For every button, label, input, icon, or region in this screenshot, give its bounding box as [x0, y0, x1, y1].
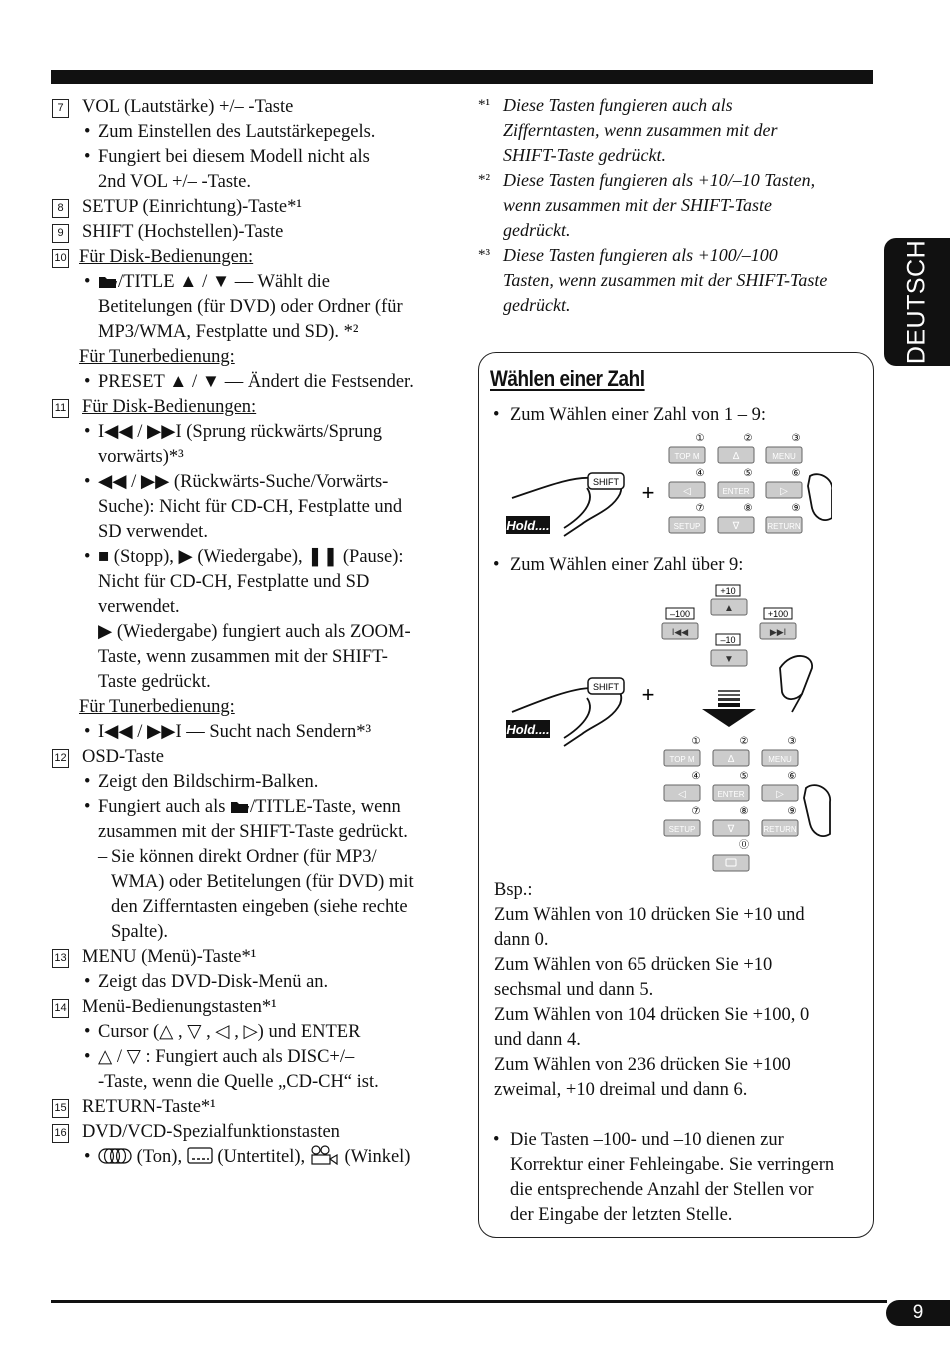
key-number: ③	[791, 433, 801, 444]
item-text: Sie können direkt Ordner (für MP3/	[111, 847, 377, 867]
footnote-marker: *³	[478, 247, 490, 263]
item-number: 15	[52, 1099, 69, 1118]
list-item	[52, 920, 452, 945]
item-text: Suche): Nicht für CD-CH, Festplatte und	[98, 497, 403, 517]
item-text: -Taste, wenn die Quelle „CD-CH“ ist.	[98, 1072, 379, 1092]
item-text: I◀◀ / ▶▶I (Sprung rückwärts/Sprung	[98, 422, 383, 442]
example-text: dann 0.	[494, 930, 549, 950]
footnote-text: Diese Tasten fungieren als +100/–100	[503, 245, 778, 265]
audio-icon	[98, 1147, 132, 1165]
list-item	[52, 895, 452, 920]
key-label: ENTER	[717, 790, 745, 799]
shift-label: SHIFT	[593, 477, 619, 487]
keypad	[669, 433, 802, 533]
item-text: (Ton),	[136, 1147, 183, 1167]
item-title: SETUP (Einrichtung)-Taste*¹	[82, 197, 302, 217]
item-text: /TITLE-Taste, wenn	[250, 797, 401, 817]
down-arrow	[702, 690, 756, 727]
item-number: 16	[52, 1124, 69, 1143]
folder-icon	[230, 799, 250, 815]
example-text: zweimal, +10 dreimal und dann 6.	[494, 1080, 748, 1100]
left-column	[52, 95, 452, 1170]
key-number: ②	[739, 736, 749, 747]
list-item	[52, 1120, 452, 1145]
example-text: Zum Wählen von 236 drücken Sie +100	[494, 1055, 791, 1075]
keypad	[664, 736, 798, 871]
key-number: ⑥	[791, 468, 801, 479]
list-item: • /TITLE ▲ / ▼ — Wählt die	[84, 272, 330, 292]
bottom-rule	[51, 1300, 887, 1303]
key-number: ⓪	[739, 840, 749, 851]
list-item	[52, 220, 452, 245]
list-item	[52, 195, 452, 220]
plus-sign: +	[641, 682, 655, 707]
list-item	[52, 595, 452, 620]
folder-icon	[98, 274, 118, 290]
item-title: Menü-Bedienungstasten*¹	[82, 997, 277, 1017]
footnote-text: wenn zusammen mit der SHIFT-Taste	[503, 195, 772, 215]
hold-label: Hold....	[506, 722, 550, 737]
item-text: ▶ (Wiedergabe) fungiert auch als ZOOM-	[98, 622, 411, 642]
list-item	[52, 870, 452, 895]
item-title: DVD/VCD-Spezialfunktionstasten	[82, 1122, 340, 1142]
page-number: 9	[886, 1300, 950, 1326]
item-number: 13	[52, 949, 69, 968]
key-label: +10	[720, 586, 736, 596]
key-label: RETURN	[763, 825, 797, 834]
item-text: Fungiert bei diesem Modell nicht als	[98, 147, 370, 167]
list-item	[52, 745, 452, 770]
item-text: den Zifferntasten eingeben (siehe rechte	[111, 897, 408, 917]
item-text: ■ (Stopp), ▶ (Wiedergabe), ❚❚ (Pause):	[98, 547, 404, 567]
note-text: Korrektur einer Fehleingabe. Sie verringern	[510, 1155, 835, 1175]
item-text: Zeigt den Bildschirm-Balken.	[98, 772, 319, 792]
finger-illustration	[804, 785, 830, 836]
key-label: TOP M	[674, 452, 700, 461]
svg-text:∆: ∆	[732, 451, 740, 462]
item-text: WMA) oder Betitelungen (für DVD) mit	[111, 872, 414, 892]
list-item: • ■ (Stopp), ▶ (Wiedergabe), ❚❚ (Pause):	[52, 545, 452, 570]
item-text: I◀◀ / ▶▶I — Sucht nach Sendern*³	[98, 722, 372, 742]
example-text: und dann 4.	[494, 1030, 581, 1050]
footnote-text: Diese Tasten fungieren als +10/–10 Tasten,	[503, 170, 816, 190]
item-text: Betitelungen (für DVD) oder Ordner (für	[98, 297, 403, 317]
finger-illustration	[808, 474, 832, 520]
footnote-text: gedrückt.	[503, 295, 571, 315]
footnote-text: gedrückt.	[503, 220, 571, 240]
list-item: • I◀◀ / ▶▶I — Sucht nach Sendern*³	[52, 720, 452, 745]
list-item	[52, 1095, 452, 1120]
list-item	[52, 170, 452, 195]
item-text: Zum Einstellen des Lautstärkepegels.	[98, 122, 376, 142]
key-number: ⑨	[787, 806, 797, 817]
keypad-diagram-1	[502, 428, 832, 540]
list-item	[52, 395, 452, 420]
example-text: Zum Wählen von 104 drücken Sie +100, 0	[494, 1005, 810, 1025]
item-text: Zeigt das DVD-Disk-Menü an.	[98, 972, 329, 992]
key-number: ⑤	[743, 468, 753, 479]
list-item	[52, 445, 452, 470]
item-title: MENU (Menü)-Taste*¹	[82, 947, 257, 967]
footnote-text: Tasten, wenn zusammen mit der SHIFT-Taste	[503, 270, 828, 290]
plus-minus-keys	[662, 585, 796, 666]
example-text: Zum Wählen von 65 drücken Sie +10	[494, 955, 773, 975]
item-text: Cursor (△ , ▽ , ◁ , ▷) und ENTER	[98, 1022, 361, 1042]
key-number: ④	[691, 771, 701, 782]
list-item	[52, 820, 452, 845]
list-item	[52, 945, 452, 970]
svg-text:▲: ▲	[724, 603, 734, 614]
item-text: MP3/WMA, Festplatte und SD). *²	[98, 322, 359, 342]
finger-illustration	[780, 656, 812, 712]
note-text: der Eingabe der letzten Stelle.	[510, 1205, 733, 1225]
list-item	[52, 520, 452, 545]
list-item: – Sie können direkt Ordner (für MP3/	[52, 845, 452, 870]
svg-text:I◀◀: I◀◀	[671, 627, 689, 637]
list-item	[52, 495, 452, 520]
svg-text:∆: ∆	[727, 754, 735, 765]
list-item	[52, 1070, 452, 1095]
key-number: ①	[695, 433, 705, 444]
language-tab	[884, 238, 950, 366]
list-item: • △ / ▽ : Fungiert auch als DISC+/–	[52, 1045, 452, 1070]
key-label: MENU	[772, 452, 796, 461]
item-title: VOL (Lautstärke) +/– -Taste	[82, 97, 294, 117]
list-item	[52, 570, 452, 595]
list-item	[52, 620, 452, 645]
note-bullet: •	[493, 1130, 500, 1150]
bullet-2: •	[493, 555, 500, 575]
item-title: OSD-Taste	[82, 747, 164, 767]
item-number: 7	[52, 99, 69, 118]
footnote-text: Zifferntasten, wenn zusammen mit der	[503, 120, 778, 140]
example-text: sechsmal und dann 5.	[494, 980, 654, 1000]
item-text: Taste gedrückt.	[98, 672, 211, 692]
key-number: ②	[743, 433, 753, 444]
item-text: ◀◀ / ▶▶ (Rückwärts-Suche/Vorwärts-	[98, 472, 389, 492]
list-item	[52, 95, 452, 120]
svg-text:▼: ▼	[724, 654, 734, 665]
key-number: ③	[787, 736, 797, 747]
item-number: 10	[52, 249, 69, 268]
list-item: • Zum Einstellen des Lautstärkepegels.	[52, 120, 452, 145]
example-label: Bsp.:	[494, 880, 533, 900]
item-heading: Für Tunerbedienung:	[79, 697, 235, 717]
footnote-1	[478, 93, 878, 168]
item-text: Taste, wenn zusammen mit der SHIFT-	[98, 647, 388, 667]
key-label: –100	[669, 609, 691, 619]
svg-text:▷: ▷	[780, 486, 788, 497]
note-text: Die Tasten –100- und –10 dienen zur	[510, 1130, 784, 1150]
list-item	[52, 295, 452, 320]
list-item: • Fungiert bei diesem Modell nicht als	[52, 145, 452, 170]
list-item: • (Ton), (Untertitel), (Winkel)	[84, 1147, 411, 1167]
language-tab-label: DEUTSCH	[902, 239, 931, 365]
list-item: • I◀◀ / ▶▶I (Sprung rückwärts/Sprung	[52, 420, 452, 445]
list-item: • Cursor (△ , ▽ , ◁ , ▷) und ENTER	[52, 1020, 452, 1045]
item-number: 11	[52, 399, 69, 418]
svg-text:∇: ∇	[727, 824, 735, 835]
item-text: verwendet.	[98, 597, 180, 617]
list-item	[52, 645, 452, 670]
list-item	[52, 670, 452, 695]
svg-text:◁: ◁	[683, 486, 691, 497]
list-item: • Zeigt das DVD-Disk-Menü an.	[52, 970, 452, 995]
key-number: ⑦	[695, 503, 705, 514]
key-label: SETUP	[668, 825, 696, 834]
zero-key	[713, 855, 749, 871]
hold-label: Hold....	[506, 518, 550, 533]
item-text: vorwärts)*³	[98, 447, 184, 467]
list-item	[52, 245, 452, 270]
key-number: ⑧	[743, 503, 753, 514]
footnote-text: SHIFT-Taste gedrückt.	[503, 145, 666, 165]
plus-sign: +	[641, 480, 655, 505]
svg-text:∇: ∇	[732, 521, 740, 532]
item-text: Fungiert auch als	[98, 797, 226, 817]
key-number: ④	[695, 468, 705, 479]
key-label: MENU	[768, 755, 792, 764]
key-number: ⑧	[739, 806, 749, 817]
footnote-text: Diese Tasten fungieren auch als	[503, 95, 733, 115]
key-label: SETUP	[673, 522, 701, 531]
box-title: Wählen einer Zahl	[490, 366, 645, 391]
list-item: • PRESET ▲ / ▼ — Ändert die Festsender.	[52, 370, 452, 395]
bullet-text: Zum Wählen einer Zahl über 9:	[510, 555, 744, 575]
key-label: RETURN	[767, 522, 801, 531]
item-number: 12	[52, 749, 69, 768]
footnote-marker: *¹	[478, 97, 490, 113]
key-label: +100	[767, 609, 789, 619]
item-title: SHIFT (Hochstellen)-Taste	[82, 222, 284, 242]
item-text: Spalte).	[111, 922, 169, 942]
item-text: Nicht für CD-CH, Festplatte und SD	[98, 572, 370, 592]
key-number: ⑥	[787, 771, 797, 782]
item-text: /TITLE ▲ / ▼ — Wählt die	[118, 272, 330, 292]
shift-label: SHIFT	[593, 682, 619, 692]
item-title: RETURN-Taste*¹	[82, 1097, 216, 1117]
item-text: 2nd VOL +/– -Taste.	[98, 172, 252, 192]
item-text: (Winkel)	[344, 1147, 411, 1167]
key-label: –10	[720, 635, 736, 645]
list-item: • Zeigt den Bildschirm-Balken.	[52, 770, 452, 795]
item-text: zusammen mit der SHIFT-Taste gedrückt.	[98, 822, 408, 842]
example-text: Zum Wählen von 10 drücken Sie +10 und	[494, 905, 805, 925]
top-rule	[51, 70, 873, 84]
key-number: ⑨	[791, 503, 801, 514]
list-item: • ◀◀ / ▶▶ (Rückwärts-Suche/Vorwärts-	[52, 470, 452, 495]
svg-text:▶▶I: ▶▶I	[769, 627, 787, 637]
subtitle-icon	[187, 1147, 213, 1165]
key-label: ENTER	[722, 487, 750, 496]
footnote-marker: *²	[478, 172, 490, 188]
item-text: △ / ▽ : Fungiert auch als DISC+/–	[98, 1047, 355, 1067]
svg-text:◁: ◁	[678, 789, 686, 800]
item-text: (Untertitel),	[217, 1147, 306, 1167]
item-number: 14	[52, 999, 69, 1018]
key-number: ①	[691, 736, 701, 747]
key-number: ⑦	[691, 806, 701, 817]
list-item	[52, 320, 452, 345]
angle-icon	[310, 1145, 340, 1165]
item-text: SD verwendet.	[98, 522, 208, 542]
footnote-3	[478, 243, 878, 318]
item-heading: Für Tunerbedienung:	[79, 347, 235, 367]
key-number: ⑤	[739, 771, 749, 782]
item-number: 8	[52, 199, 69, 218]
key-label: TOP M	[669, 755, 695, 764]
footnote-2	[478, 168, 878, 243]
bullet-text: Zum Wählen einer Zahl von 1 – 9:	[510, 405, 767, 425]
note-text: die entsprechende Anzahl der Stellen vor	[510, 1180, 814, 1200]
list-item	[52, 345, 452, 370]
list-item: • Fungiert auch als /TITLE-Taste, wenn	[84, 797, 401, 817]
bullet-1: •	[493, 405, 500, 425]
item-heading: Für Disk-Bedienungen:	[79, 247, 254, 267]
list-item	[52, 995, 452, 1020]
item-text: PRESET ▲ / ▼ — Ändert die Festsender.	[98, 372, 414, 392]
keypad-diagram-2	[502, 582, 842, 877]
list-item	[52, 695, 452, 720]
svg-text:▷: ▷	[776, 789, 784, 800]
item-heading: Für Disk-Bedienungen:	[82, 397, 257, 417]
item-number: 9	[52, 224, 69, 243]
